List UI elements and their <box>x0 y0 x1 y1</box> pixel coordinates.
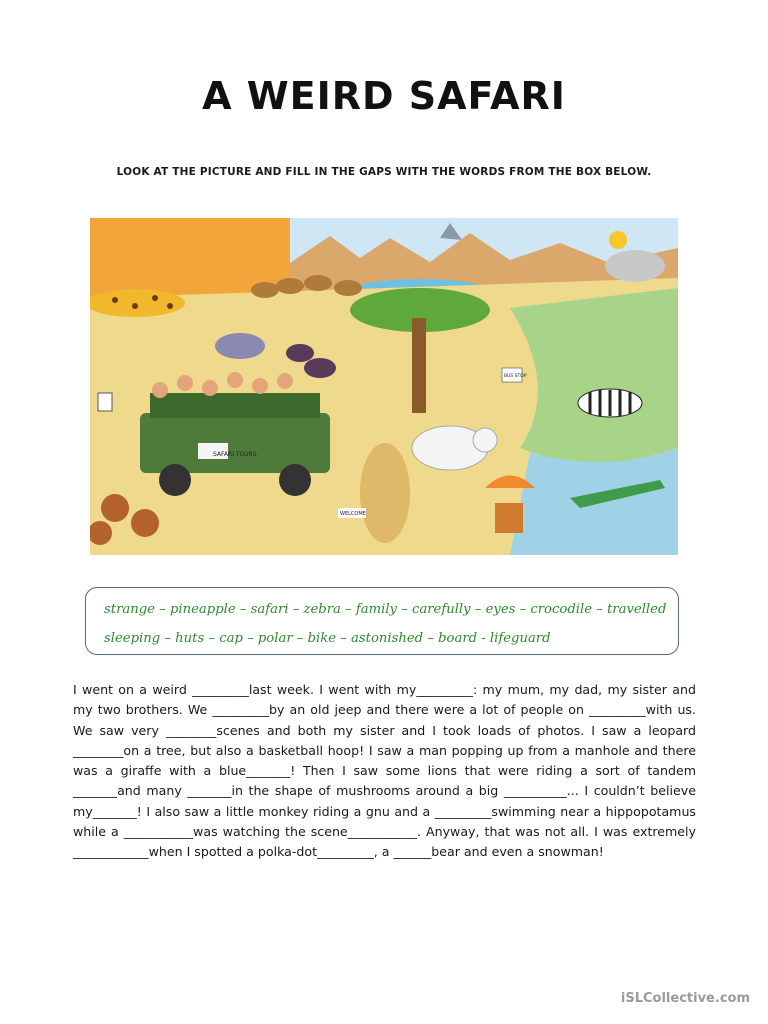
welcome-sign: WELCOME <box>340 511 366 517</box>
word-box-line-1: strange – pineapple – safari – zebra – family – carefully – eyes – crocodile – travelled <box>104 602 667 617</box>
jeep-sign: SAFARI TOURS <box>213 451 257 458</box>
story-paragraph: I went on a weird _________last week. I went with my_________: my mum, my dad, my sister and my two brothers. We _________by an old jeep and there were a lot of people on _________with us. We saw very ________scenes and both my sister and I took loads of photos. I saw a leopard ________on a tree, but also a basketball hoop! I saw a man popping up from a manhole and there was a giraffe with a blue_______! Then I saw some lions that were riding a sort of tandem _______and many _______in the shape of mushrooms around a big __________... I couldn’t believe my_______! I also saw a little monkey riding a gnu and a _________swimming near a hippopotamus while a ___________was watching the scene___________. Anyway, that was not all. I was extremely ____________when I spotted a polka-dot_________, a ______bear and even a snowman! <box>73 682 696 860</box>
word-box <box>85 587 679 655</box>
instruction-text: LOOK AT THE PICTURE AND FILL IN THE GAPS WITH THE WORDS FROM THE BOX BELOW. <box>116 166 652 178</box>
story-text <box>73 680 696 863</box>
page-title: A WEIRD SAFARI <box>202 74 566 118</box>
bus-stop-sign: BUS STOP <box>504 374 527 379</box>
safari-illustration <box>90 218 678 555</box>
footer-watermark: iSLCollective.com <box>620 991 750 1006</box>
word-box-line-2: sleeping – huts – cap – polar – bike – astonished – board - lifeguard <box>104 631 551 646</box>
